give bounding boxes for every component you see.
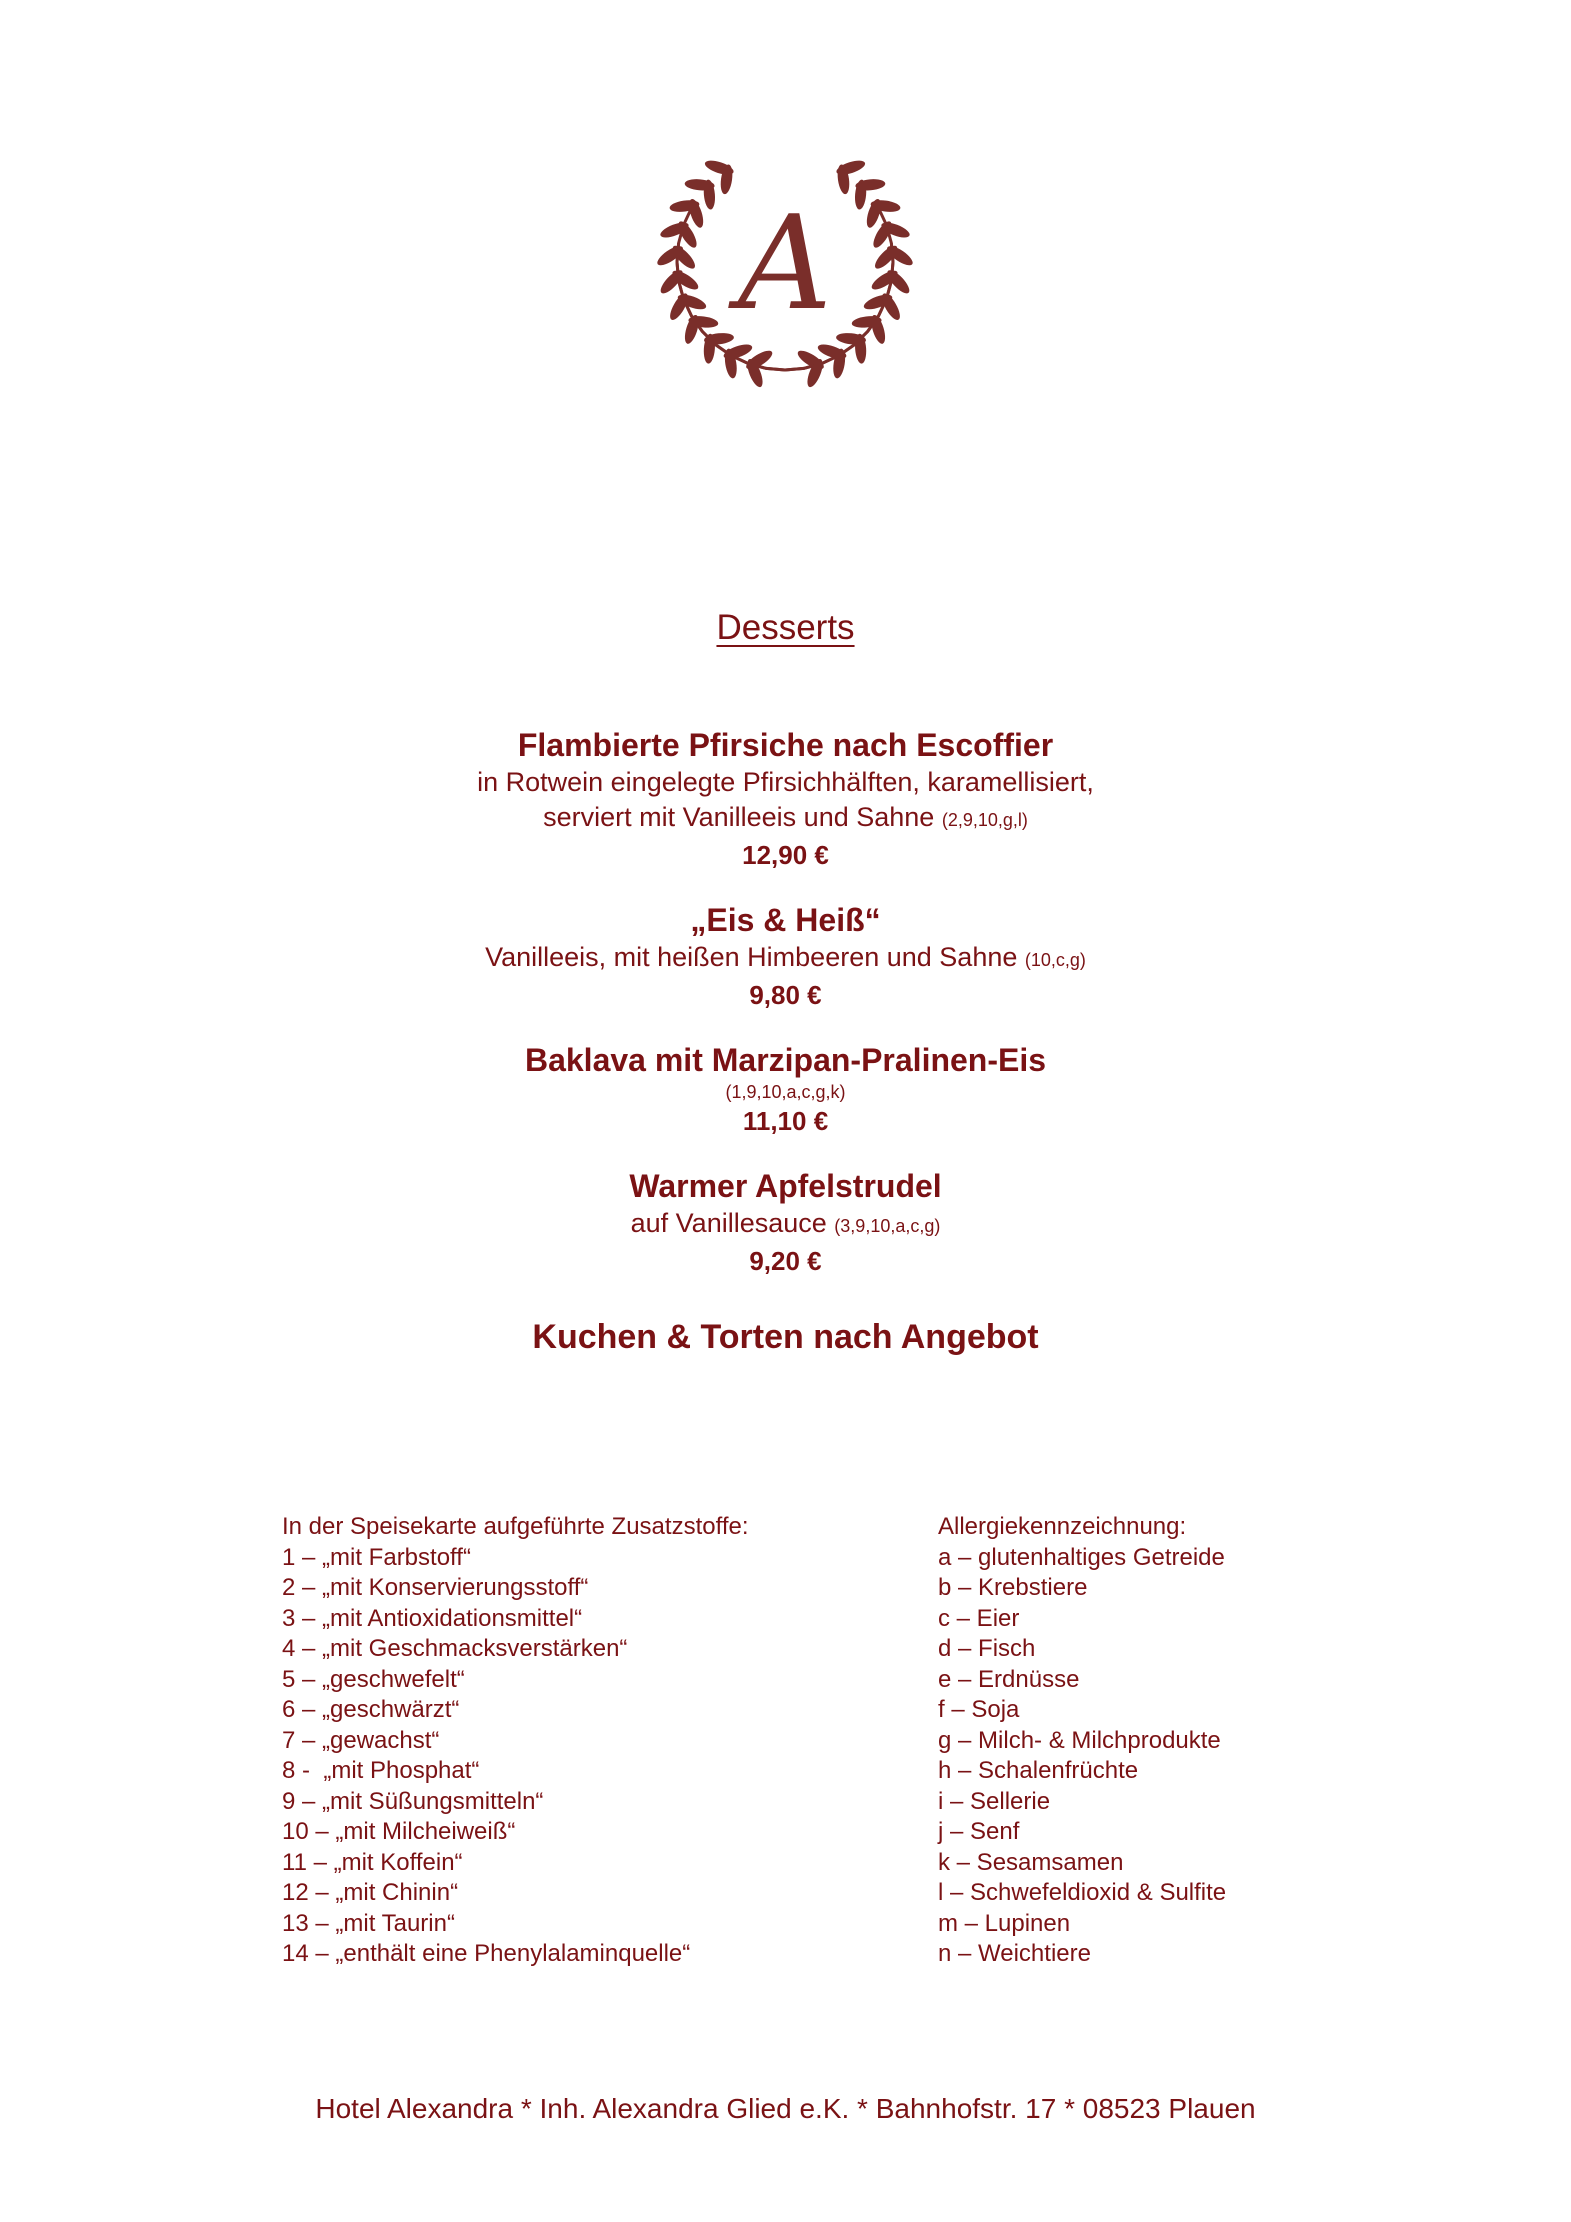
additive-item: 10 – „mit Milcheiweiß“: [282, 1818, 516, 1845]
allergen-item: f – Soja: [938, 1696, 1020, 1723]
dish-item: [0, 725, 1571, 872]
additive-item: 6 – „geschwärzt“: [282, 1696, 460, 1723]
footer-address: Hotel Alexandra * Inh. Alexandra Glied e.K. * Bahnhofstr. 17 * 08523 Plauen: [315, 2093, 1256, 2124]
additive-item: 4 – „mit Geschmacksverstärken“: [282, 1635, 628, 1662]
allergen-item: b – Krebstiere: [938, 1574, 1088, 1601]
allergen-item: j – Senf: [938, 1818, 1020, 1845]
additive-item: 11 – „mit Koffein“: [282, 1848, 463, 1876]
additive-item: 3 – „mit Antioxidationsmittel“: [282, 1604, 583, 1632]
dish-codes: (10,c,g): [1024, 950, 1086, 970]
dish-price: 12,90 €: [742, 840, 829, 870]
dish-item: [0, 1040, 1571, 1138]
dish-item: [0, 1166, 1571, 1278]
allergen-item: e – Erdnüsse: [938, 1665, 1080, 1693]
additive-item: 9 – „mit Süßungsmitteln“: [282, 1787, 544, 1815]
dish-item: [0, 900, 1571, 1012]
allergen-item: a – glutenhaltiges Getreide: [938, 1543, 1225, 1571]
additive-item: 5 – „geschwefelt“: [282, 1665, 465, 1693]
section-title: Desserts: [716, 608, 855, 647]
dish-price: 11,10 €: [742, 1106, 829, 1136]
allergen-item: k – Sesamsamen: [938, 1848, 1124, 1876]
dish-price: 9,20 €: [749, 1246, 822, 1276]
hotel-logo: [640, 130, 930, 390]
dish-description: in Rotwein eingelegte Pfirsichhälften, karamellisiert,: [477, 767, 1094, 797]
allergen-item: m – Lupinen: [938, 1909, 1071, 1937]
dish-description-line: [0, 1206, 1571, 1244]
additives-legend: [282, 1512, 749, 1970]
dish-description-line: [0, 940, 1571, 978]
allergen-item: c – Eier: [938, 1604, 1020, 1632]
dish-name: Flambierte Pfirsiche nach Escoffier: [517, 727, 1054, 763]
additives-heading: In der Speisekarte aufgeführte Zusatzstoffe:: [282, 1513, 749, 1540]
dish-price: 9,80 €: [749, 980, 822, 1010]
allergen-item: d – Fisch: [938, 1635, 1036, 1662]
additive-item: 14 – „enthält eine Phenylalaminquelle“: [282, 1940, 691, 1967]
dish-codes: (1,9,10,a,c,g,k): [725, 1082, 846, 1102]
additive-item: 13 – „mit Taurin“: [282, 1909, 455, 1937]
allergen-item: l – Schwefeldioxid & Sulfite: [938, 1879, 1227, 1906]
logo-letter: A: [738, 187, 832, 339]
dish-description-text: Vanilleeis, mit heißen Himbeeren und Sahne: [485, 942, 1018, 972]
dish-description-text: serviert mit Vanilleeis und Sahne: [543, 802, 935, 832]
additive-item: 1 – „mit Farbstoff“: [282, 1543, 471, 1571]
dish-name: Baklava mit Marzipan-Pralinen-Eis: [524, 1042, 1047, 1078]
dessert-list: [0, 725, 1571, 1306]
dish-description-line: [0, 800, 1571, 838]
dish-codes: (2,9,10,g,l): [941, 810, 1028, 830]
allergen-item: h – Schalenfrüchte: [938, 1757, 1139, 1784]
cakes-note: Kuchen & Torten nach Angebot: [532, 1318, 1039, 1356]
allergens-heading: Allergiekennzeichnung:: [938, 1513, 1187, 1540]
allergen-item: n – Weichtiere: [938, 1940, 1091, 1967]
dish-name: „Eis & Heiß“: [690, 902, 881, 938]
dish-name: Warmer Apfelstrudel: [629, 1168, 942, 1204]
dish-description-text: auf Vanillesauce: [630, 1208, 827, 1238]
additive-item: 8 - „mit Phosphat“: [282, 1757, 480, 1784]
additive-item: 7 – „gewachst“: [282, 1726, 440, 1754]
additive-item: 2 – „mit Konservierungsstoff“: [282, 1574, 589, 1601]
dish-codes: (3,9,10,a,c,g): [834, 1216, 941, 1236]
allergen-item: i – Sellerie: [938, 1787, 1051, 1815]
allergens-legend: [938, 1512, 1226, 1970]
allergen-item: g – Milch- & Milchprodukte: [938, 1726, 1221, 1754]
additive-item: 12 – „mit Chinin“: [282, 1879, 459, 1906]
